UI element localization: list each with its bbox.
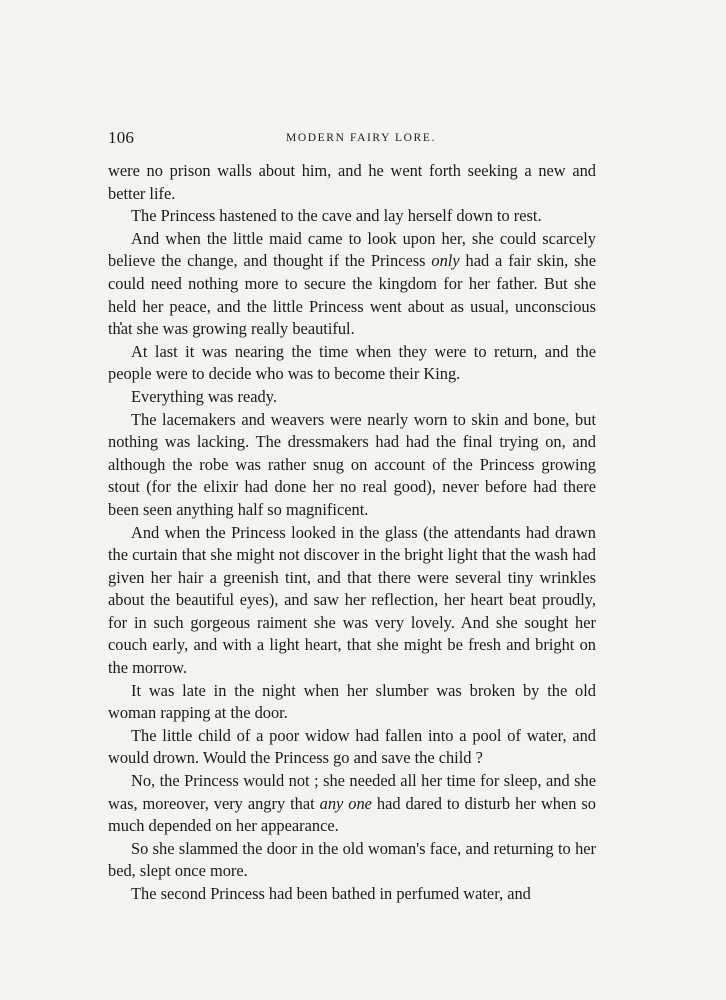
text-run: And when the Princess looked in the glass (the attendants had drawn the curtain that she might not discover in the bright light that the wash had given her hair a greenish tint, and that there were several tiny wrinkles about the beautiful eyes), and saw her reflection, her heart beat proudly, for in such gorgeous raiment she was very lovely. And she sought her couch early, and with a light heart, that she might be fresh and bright on the morrow. — [108, 522, 596, 678]
paragraph — [108, 838, 596, 883]
paragraph — [108, 725, 596, 770]
text-run: had dared to disturb her when so much depended on her appearance. — [108, 793, 596, 836]
paragraph — [108, 409, 596, 522]
text-run: So she slammed the door in the old woman's face, and returning to her bed, slept once more. — [108, 838, 596, 881]
page-number: 106 — [108, 128, 135, 147]
text-run: And when the little maid came to look upon her, she could scarcely believe the change, and thought if the Princess — [108, 228, 596, 271]
text-run: At last it was nearing the time when they were to return, and the people were to decide who was to become their King. — [108, 341, 596, 384]
text-run: had a fair skin, she could need nothing more to secure the kingdom for her father. But she held her peace, and the little Princess went about as usual, unconscious that she was growing really beautiful. — [108, 251, 596, 339]
text-run: No, the Princess would not ; she needed all her time for sleep, and she was, moreover, very angry that — [108, 771, 596, 813]
paragraph — [108, 228, 596, 341]
paragraph — [108, 883, 596, 906]
paragraph — [108, 341, 596, 386]
body-text — [108, 160, 596, 906]
text-run: The second Princess had been bathed in perfumed water, and — [131, 884, 531, 903]
text-run: were no prison walls about him, and he went forth seeking a new and better life. — [108, 161, 596, 203]
italic-text: any one — [319, 793, 372, 813]
paragraph — [108, 205, 596, 228]
text-run: The lacemakers and weavers were nearly worn to skin and bone, but nothing was lacking. The dressmakers had had the final trying on, and although the robe was rather snug on account of the Princess growing stout (for the elixir had done her no real good), never before had there been seen anything half so magnificent. — [108, 409, 596, 519]
paragraph — [108, 522, 596, 680]
paragraph — [108, 680, 596, 725]
paragraph — [108, 386, 596, 409]
page-header — [108, 128, 596, 150]
text-run: It was late in the night when her slumber was broken by the old woman rapping at the door. — [108, 680, 596, 723]
paragraph — [108, 770, 596, 838]
text-run: The Princess hastened to the cave and lay herself down to rest. — [131, 206, 542, 226]
italic-text: only — [431, 251, 460, 271]
text-run: The little child of a poor widow had fallen into a pool of water, and would drown. Would the Princess go and save the child ? — [108, 725, 596, 768]
text-run: Everything was ready. — [131, 386, 277, 406]
paragraph — [108, 160, 596, 205]
running-head: MODERN FAIRY LORE. — [286, 132, 436, 144]
